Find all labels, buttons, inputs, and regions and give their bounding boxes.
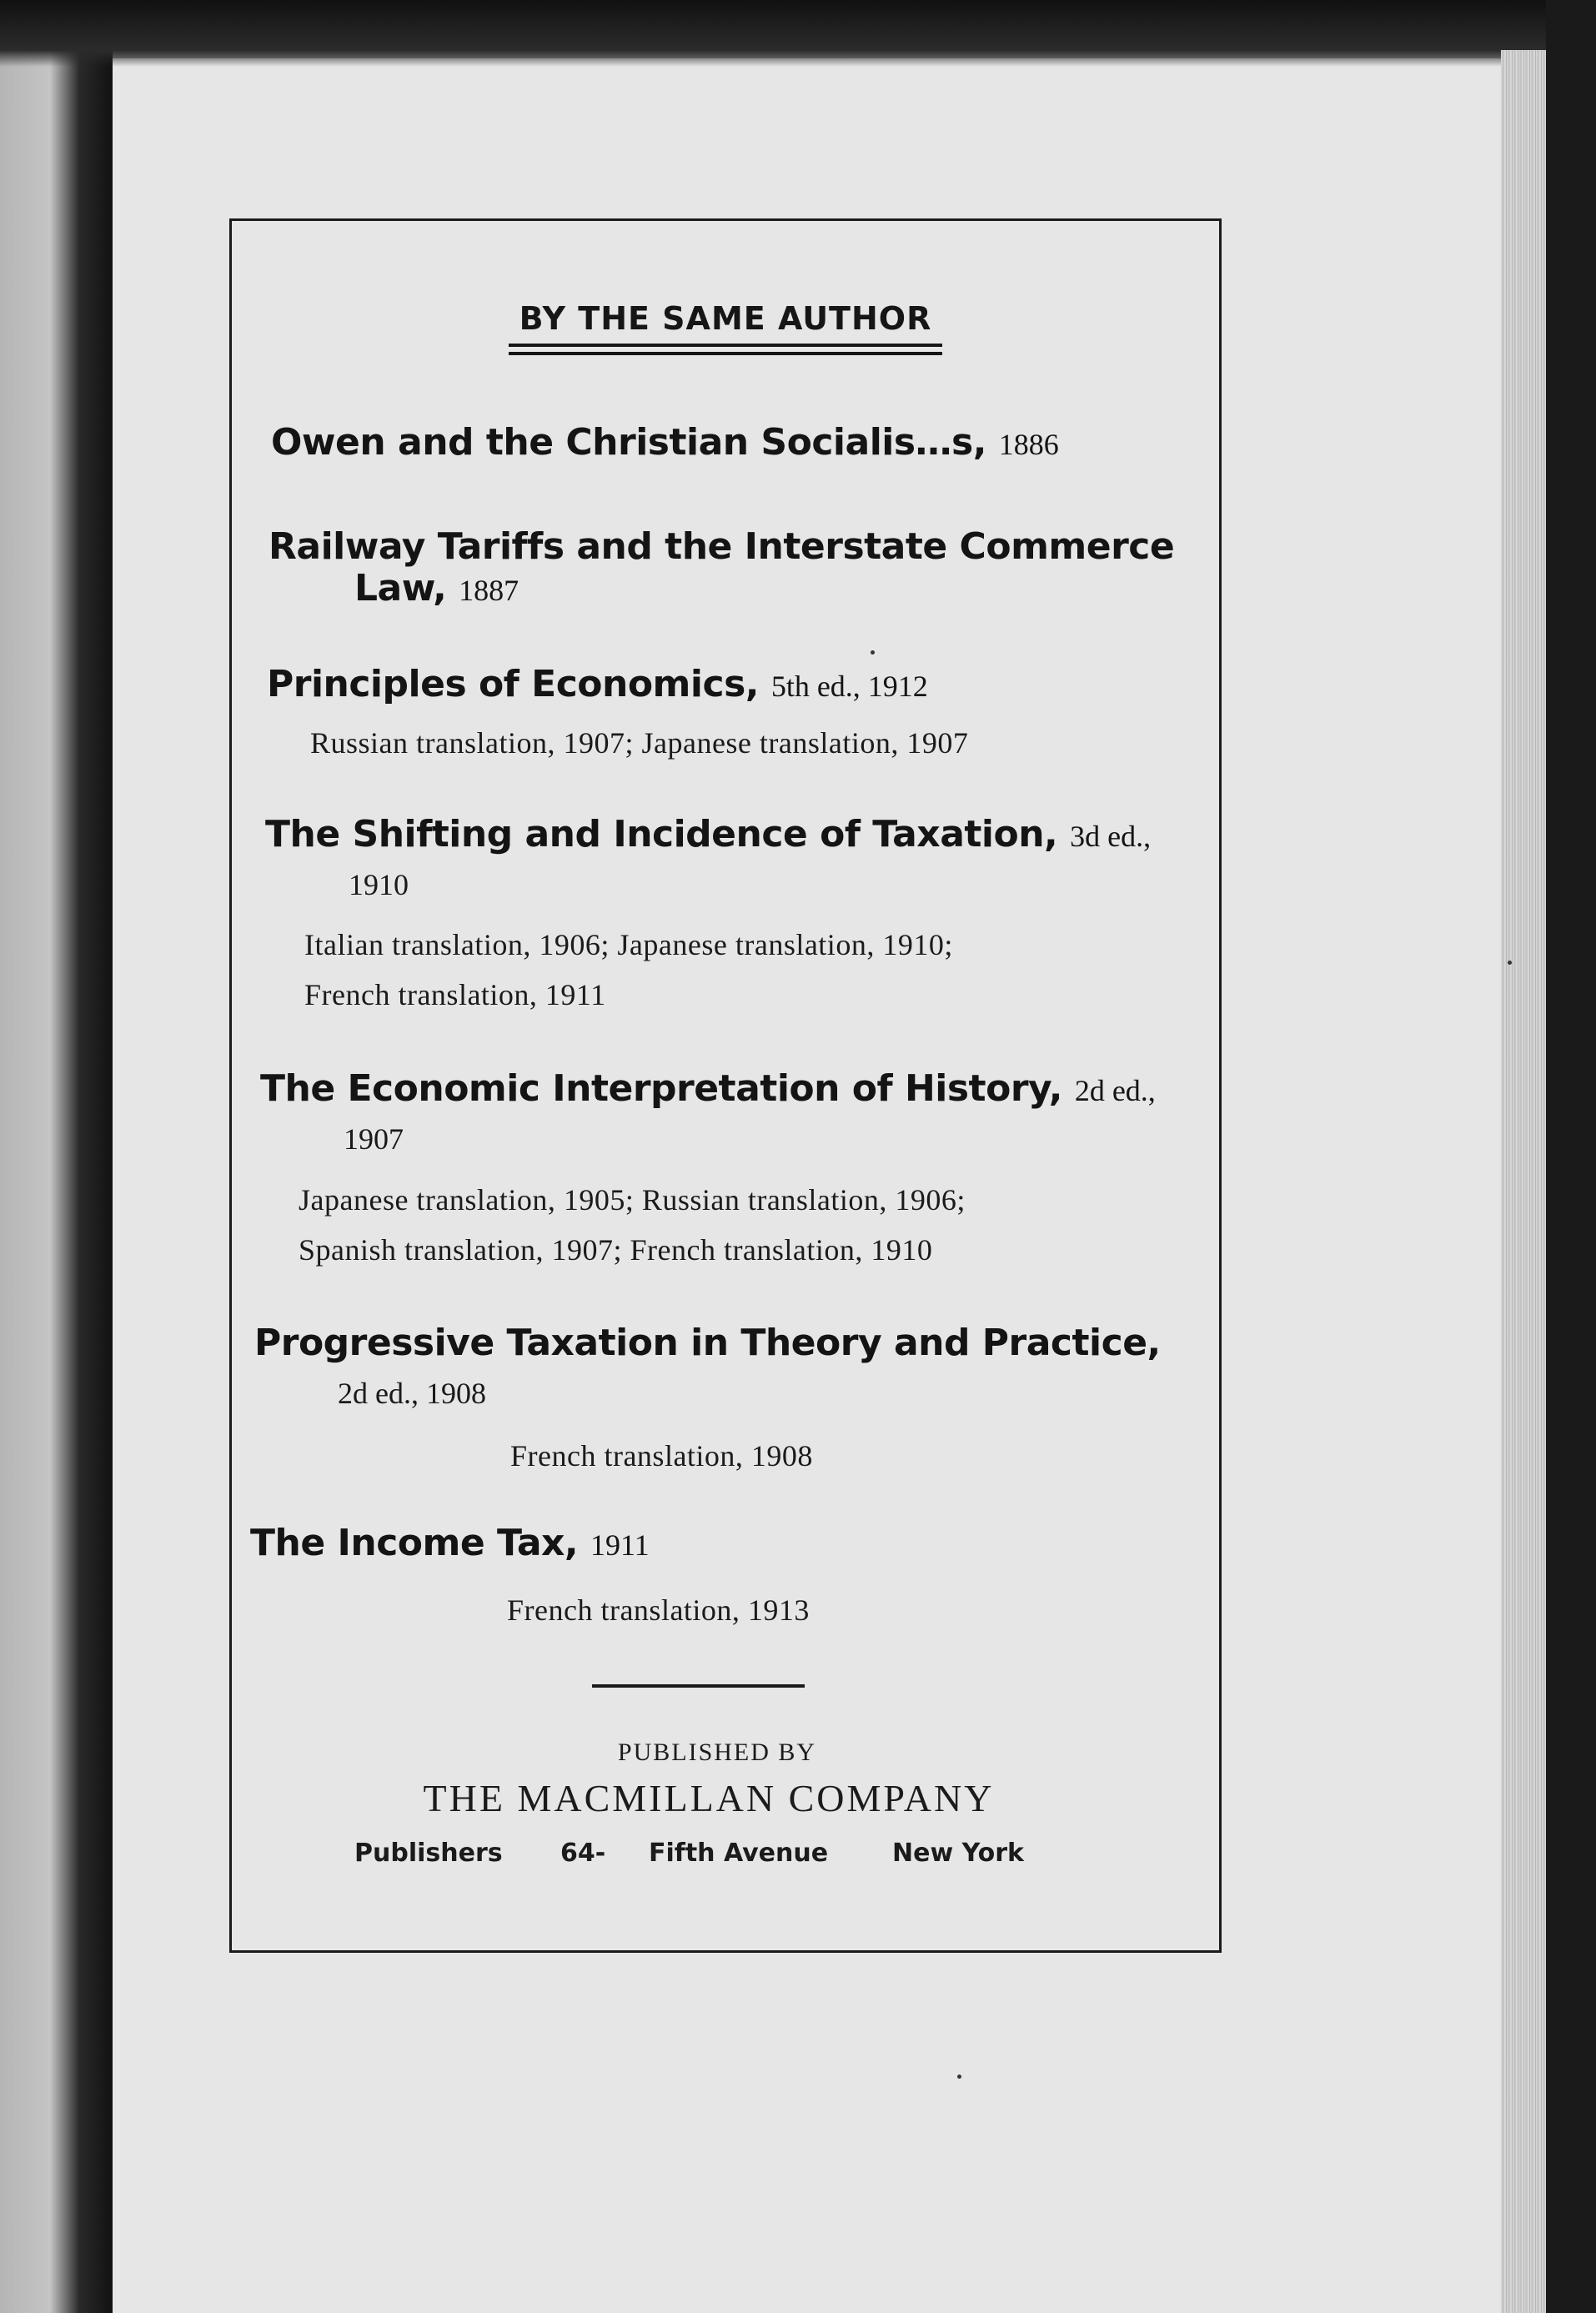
translation-line: French translation, 1908: [510, 1439, 813, 1473]
book-year: 1886: [998, 428, 1059, 461]
translation-line: French translation, 1913: [507, 1593, 810, 1627]
translation-line: Italian translation, 1906; Japanese translation, 1910;: [304, 928, 953, 961]
scan-speck: [957, 2075, 961, 2079]
divider-rule: [592, 1684, 805, 1688]
book-edition-continued: 1910: [349, 868, 409, 901]
scan-border-top: [0, 0, 1596, 67]
book-entry: [267, 663, 928, 705]
book-entry: [271, 421, 1059, 464]
publisher-address-number: 64-: [560, 1839, 606, 1868]
scan-border-right: [1546, 0, 1596, 2313]
section-heading: BY THE SAME AUTHOR: [519, 300, 932, 337]
scan-speck: [1508, 961, 1512, 965]
book-edition: 2d ed.,: [1074, 1074, 1156, 1107]
book-title: The Economic Interpretation of History,: [260, 1067, 1062, 1110]
book-entry: [260, 1067, 1156, 1110]
book-edition: 3d ed.,: [1070, 820, 1152, 853]
translation-line: French translation, 1911: [304, 978, 606, 1011]
scan-border-left: [0, 0, 113, 2313]
book-entry: [354, 567, 519, 610]
book-edition-continued: 1907: [344, 1122, 404, 1156]
book-title: The Income Tax,: [250, 1522, 579, 1564]
scan-speck: [871, 650, 875, 655]
publisher-city: New York: [892, 1839, 1024, 1868]
book-entry: [265, 813, 1151, 855]
translation-line: Japanese translation, 1905; Russian translation, 1906;: [299, 1183, 966, 1217]
book-year: 1887: [459, 574, 519, 607]
book-title: Progressive Taxation in Theory and Practice,: [254, 1322, 1161, 1364]
book-edition-continued: 2d ed., 1908: [338, 1377, 486, 1410]
book-title: The Shifting and Incidence of Taxation,: [265, 813, 1058, 855]
translation-line: Spanish translation, 1907; French translation, 1910: [299, 1233, 933, 1267]
heading-rule: [509, 344, 942, 347]
heading-rule: [509, 352, 942, 355]
book-title-continued: Law,: [354, 567, 447, 610]
published-by-label: PUBLISHED BY: [617, 1739, 817, 1766]
book-title: Owen and the Christian Socialis…s,: [271, 421, 986, 464]
publisher-label: Publishers: [354, 1839, 503, 1868]
book-edition: 5th ed., 1912: [770, 670, 928, 703]
publisher-name: THE MACMILLAN COMPANY: [423, 1777, 995, 1819]
book-title: Principles of Economics,: [267, 663, 759, 705]
book-entry: [250, 1522, 650, 1564]
translation-line: Russian translation, 1907; Japanese translation, 1907: [310, 726, 969, 760]
page-edge: [1501, 50, 1551, 2313]
book-year: 1911: [590, 1528, 650, 1562]
publisher-street: Fifth Avenue: [649, 1839, 829, 1868]
book-title: Railway Tariffs and the Interstate Commerce: [269, 525, 1175, 568]
